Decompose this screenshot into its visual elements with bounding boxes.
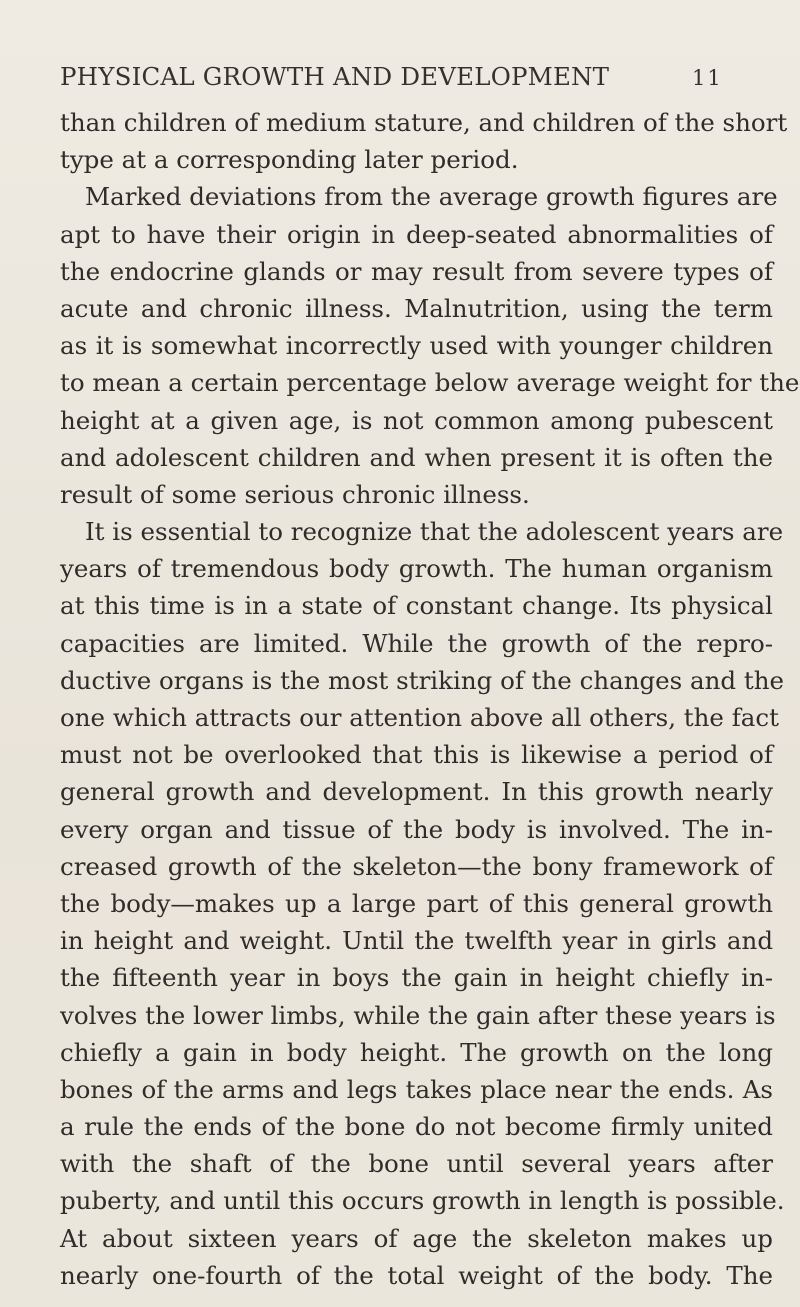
text-line: general growth and development. In this growth nearly [60, 777, 773, 807]
text-line: bones of the arms and legs takes place near the ends. As [60, 1074, 773, 1104]
text-line: years of tremendous body growth. The human organism [60, 554, 773, 584]
text-line: apt to have their origin in deep-seated abnormalities of [60, 219, 773, 249]
text-line: height at a given age, is not common among pubescent [60, 405, 773, 435]
text-line: and adolescent children and when present it is often the [60, 442, 773, 472]
paragraph-start-line: It is essential to recognize that the adolescent years are [85, 517, 784, 547]
paragraph-start-line: Marked deviations from the average growth figures are [85, 182, 778, 212]
text-line: as it is somewhat incorrectly used with younger children [60, 331, 773, 361]
text-line: At about sixteen years of age the skeleton makes up [60, 1223, 773, 1253]
text-line: result of some serious chronic illness. [60, 479, 530, 509]
text-line: the endocrine glands or may result from severe types of [60, 256, 773, 286]
text-line: the body—makes up a large part of this general growth [60, 888, 773, 918]
text-line: than children of medium stature, and children of the short [60, 108, 788, 137]
text-line: the fifteenth year in boys the gain in height chiefly in- [60, 963, 773, 993]
text-line: a rule the ends of the bone do not become firmly united [60, 1112, 773, 1142]
running-title: PHYSICAL GROWTH AND DEVELOPMENT [60, 62, 610, 91]
text-line: volves the lower limbs, while the gain after these years is [60, 1000, 776, 1030]
text-line: at this time is in a state of constant change. Its physical [60, 591, 773, 621]
text-line: acute and chronic illness. Malnutrition, using the term [60, 293, 773, 323]
text-line: ductive organs is the most striking of the changes and the [60, 665, 785, 695]
text-line: must not be overlooked that this is likewise a period of [60, 740, 773, 770]
text-line: with the shaft of the bone until several years after [60, 1149, 773, 1179]
text-line: one which attracts our attention above all others, the fact [60, 703, 779, 732]
text-line: puberty, and until this occurs growth in length is possible. [60, 1186, 785, 1216]
running-head [60, 62, 790, 102]
text-line: in height and weight. Until the twelfth year in girls and [60, 926, 773, 956]
text-line: to mean a certain percentage below average weight for the [60, 368, 800, 398]
text-line: creased growth of the skeleton—the bony framework of [60, 851, 773, 881]
text-line: type at a corresponding later period. [60, 145, 519, 175]
page-number: 11 [692, 66, 723, 90]
text-line: chiefly a gain in body height. The growth on the long [60, 1037, 773, 1067]
text-line: capacities are limited. While the growth of the repro- [60, 628, 773, 658]
body-text [60, 104, 800, 1294]
text-line: every organ and tissue of the body is involved. The in- [60, 814, 773, 844]
text-line: nearly one-fourth of the total weight of the body. The [60, 1260, 773, 1290]
